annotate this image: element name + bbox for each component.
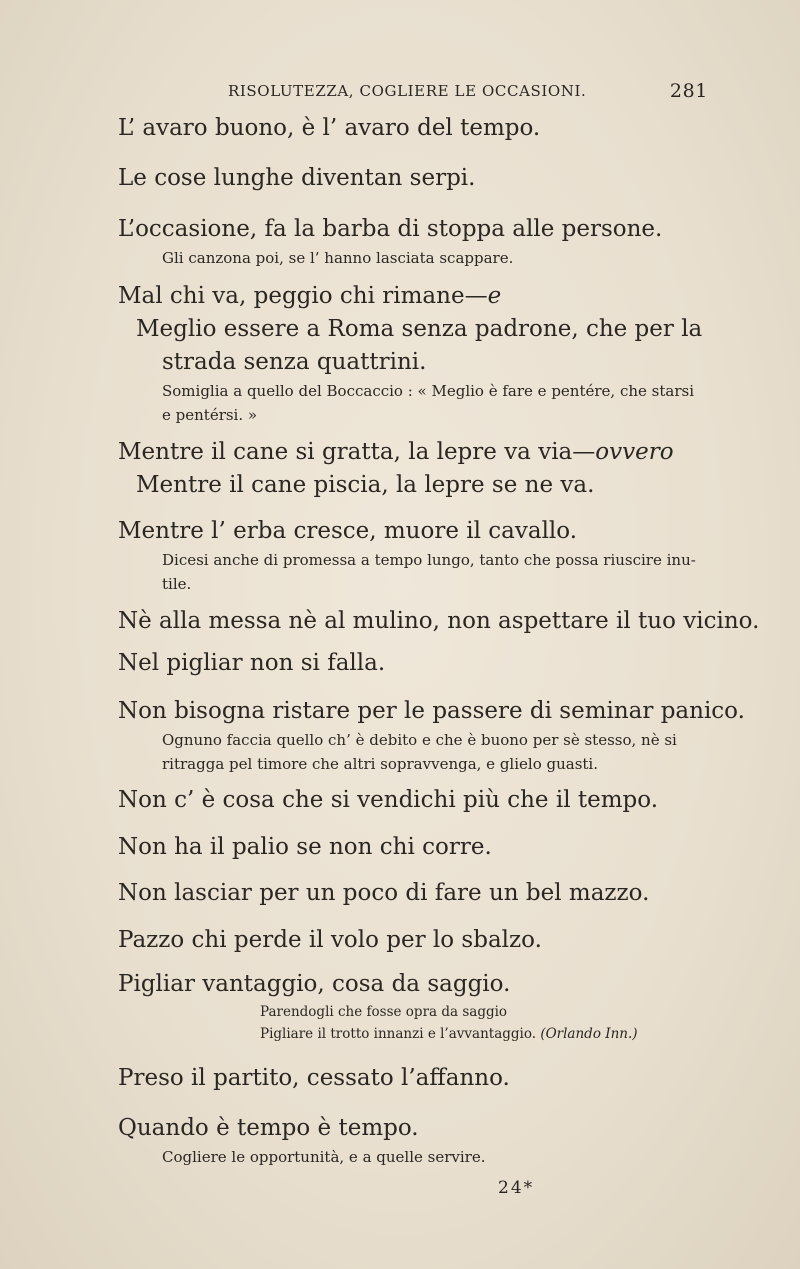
proverb-text: Non c’ è cosa che si vendichi più che il tempo. bbox=[118, 787, 659, 813]
proverb-note: Dicesi anche di promessa a tempo lungo, tanto che possa riuscire inu- bbox=[162, 551, 696, 569]
proverb-main: Mal chi va, peggio chi rimane— bbox=[118, 283, 488, 309]
verse-quote-line: Parendogli che fosse opra da saggio bbox=[260, 1004, 508, 1020]
proverb-entry bbox=[118, 280, 718, 427]
proverb-text bbox=[118, 436, 718, 469]
proverb-entry bbox=[118, 1062, 718, 1095]
proverb-entry bbox=[118, 213, 718, 270]
proverb-entry bbox=[118, 515, 718, 596]
proverb-entry bbox=[118, 436, 718, 502]
running-title: RISOLUTEZZA, COGLIERE LE OCCASIONI. bbox=[228, 82, 587, 100]
signature-mark: 24* bbox=[498, 1178, 535, 1198]
proverb-text: Mentre l’ erba cresce, muore il cavallo. bbox=[118, 518, 578, 544]
proverb-main: Mentre il cane si gratta, la lepre va via— bbox=[118, 439, 596, 465]
proverb-connector: ovvero bbox=[595, 439, 674, 465]
proverb-note-continuation: tile. bbox=[162, 575, 192, 593]
verse-citation: (Orlando Inn.) bbox=[540, 1026, 638, 1042]
proverb-note-continuation: ritragga pel timore che altri sopravvenga, e glielo guasti. bbox=[162, 755, 598, 773]
proverb-connector: e bbox=[487, 283, 502, 309]
proverb-entry bbox=[118, 831, 718, 864]
proverb-variant: Mentre il cane piscia, la lepre se ne va. bbox=[136, 472, 595, 498]
proverb-entry bbox=[118, 1112, 718, 1169]
proverb-entry bbox=[118, 162, 718, 195]
proverb-note: Somiglia a quello del Boccaccio : « Meglio è fare e pentére, che starsi bbox=[162, 382, 694, 400]
proverb-entry bbox=[118, 695, 745, 776]
proverb-note: Cogliere le opportunità, e a quelle servire. bbox=[162, 1148, 486, 1166]
proverb-text: Pazzo chi perde il volo per lo sbalzo. bbox=[118, 927, 542, 953]
proverb-entry bbox=[118, 605, 760, 638]
verse-quote-line bbox=[118, 1023, 718, 1045]
proverb-text: L’occasione, fa la barba di stoppa alle persone. bbox=[118, 216, 663, 242]
proverb-text: Pigliar vantaggio, cosa da saggio. bbox=[118, 971, 511, 997]
proverb-text: Non lasciar per un poco di fare un bel mazzo. bbox=[118, 880, 650, 906]
proverb-text: L’ avaro buono, è l’ avaro del tempo. bbox=[118, 115, 541, 141]
proverb-entry bbox=[118, 112, 718, 145]
proverb-text: Quando è tempo è tempo. bbox=[118, 1115, 419, 1141]
proverb-continuation: strada senza quattrini. bbox=[162, 349, 427, 375]
proverb-text: Nel pigliar non si falla. bbox=[118, 650, 386, 676]
proverb-text: Preso il partito, cessato l’affanno. bbox=[118, 1065, 510, 1091]
proverb-note: Gli canzona poi, se l’ hanno lasciata scappare. bbox=[162, 249, 514, 267]
proverb-entry bbox=[118, 647, 718, 680]
verse-quote-text: Pigliare il trotto innanzi e l’avvantaggio. bbox=[260, 1026, 537, 1042]
proverb-text: Non ha il palio se non chi corre. bbox=[118, 834, 492, 860]
proverb-text: Meglio essere a Roma senza padrone, che per la bbox=[136, 316, 703, 342]
proverb-text: Non bisogna ristare per le passere di seminar panico. bbox=[118, 698, 745, 724]
proverb-entry bbox=[118, 924, 718, 957]
proverb-text bbox=[118, 280, 718, 313]
proverb-text: Le cose lunghe diventan serpi. bbox=[118, 165, 476, 191]
page-number: 281 bbox=[669, 80, 708, 102]
proverb-note: Ognuno faccia quello ch’ è debito e che è buono per sè stesso, nè si bbox=[162, 731, 677, 749]
proverb-note-continuation: e pentérsi. » bbox=[162, 406, 258, 424]
proverb-entry bbox=[118, 877, 718, 910]
proverb-entry bbox=[118, 968, 718, 1045]
proverb-text: Nè alla messa nè al mulino, non aspettare il tuo vicino. bbox=[118, 608, 760, 634]
proverb-entry bbox=[118, 784, 718, 817]
